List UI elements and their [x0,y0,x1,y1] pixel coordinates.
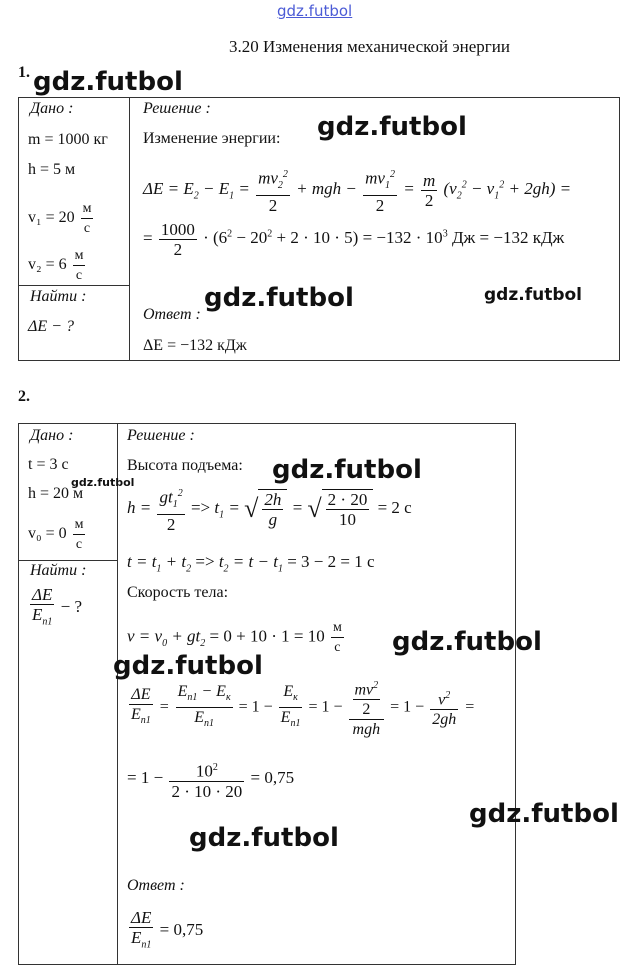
problem1-given-h: h = 5 м [28,161,76,178]
watermark: gdz.futbol [204,283,354,313]
problem2-unit-v0: $\frac{м}{с}$ [74,517,84,552]
problem1-find-label: Найти : [30,288,87,305]
problem1-given-label: Дано : [30,100,74,117]
problem2-given-t: t = 3 с [28,456,69,473]
problem1-solution-label: Решение : [143,100,211,117]
watermark-top: gdz.futbol [277,2,353,20]
problem2-equation-line3: $v = v_0 + gt_2 = 0 + 10 \cdot 1 = 10$ $\frac{м}{с}$ [127,620,342,655]
problem1-given-v2: v₂ = 6 $\frac{м}{с}$ [28,248,84,283]
problem2-answer: $\frac{\Delta E}{E_{п1}}$ = 0,75 [127,908,203,954]
problem2-find: $\frac{\Delta E}{E_{п1}}$ − ? [28,585,82,631]
problem2-find-label: Найти : [30,562,87,579]
problem1-given-separator [18,285,130,286]
problem2-given-h: h = 20 м [28,485,84,502]
watermark: gdz.futbol [317,112,467,142]
watermark: gdz.futbol [272,455,422,485]
watermark: gdz.futbol [392,627,542,657]
problem2-divider [117,423,118,964]
watermark: gdz.futbol [189,823,339,853]
problem2-solution-label: Решение : [127,427,195,444]
problem1-equation-line1: $\Delta E = E_2 - E_1$ = $\frac{mv_2^2}{2}$ + mgh − $\frac{mv_1^2}{2}$ = $\frac{m}{2}$ $(v_2^2 - v_1^2 + 2gh)$ = [143,168,572,216]
watermark: gdz.futbol [71,476,135,489]
problem1-step-text: Изменение энергии: [143,130,281,147]
problem1-find: ΔE − ? [28,318,74,335]
problem2-answer-label: Ответ : [127,877,185,894]
problem2-number: 2. [18,388,30,405]
problem1-answer-label: Ответ : [143,306,201,323]
problem1-divider [129,97,130,360]
problem1-unit-v1: $\frac{м}{с}$ [82,201,92,236]
problem1-given-v1: v₁ = 20 $\frac{м}{с}$ [28,201,92,236]
watermark: gdz.futbol [469,799,619,829]
problem2-step2-text: Скорость тела: [127,584,229,601]
watermark: gdz.futbol [33,67,183,97]
problem1-unit-v2: $\frac{м}{с}$ [74,248,84,283]
problem2-equation-line1: h = $\frac{gt_1^2}{2}$ => $t_1$ = √ $\frac{2h}{g}$ = √ $\frac{2 \cdot 20}{10}$ = 2 с [127,487,412,535]
problem2-equation-line2: $t = t_1 + t_2 => t_2 = t - t_1 = 3 - 2 = 1$ с [127,552,375,575]
problem1-answer: ΔE = −132 кДж [143,337,247,354]
problem2-given-label: Дано : [30,427,74,444]
problem2-given-v0: v₀ = 0 $\frac{м}{с}$ [28,517,84,552]
problem2-equation-line4: $\frac{\Delta E}{E_{п1}}$ = $\frac{E_{п1} - E_к}{E_{п1}}$ = 1 − $\frac{E_к}{E_{п1}}$ = 1 − $\frac{\frac{mv^2}{2}}{\text{mgh}}$ = 1 − $\frac{v^2}{2gh}$ = [131,680,475,739]
problem2-step1-text: Высота подъема: [127,457,243,474]
watermark: gdz.futbol [484,285,582,305]
watermark: gdz.futbol [113,651,263,681]
problem1-equation-line2: = $\frac{1000}{2}$ · $(6^2 - 20^2 + 2 \cdot 10 \cdot 5) = -132 \cdot 10^3$ Дж = −132 кДж [143,220,565,259]
section-title: 3.20 Изменения механической энергии [229,37,510,56]
problem1-given-m: m = 1000 кг [28,131,108,148]
problem2-equation-line5: = 1 − $\frac{10^2}{2 \cdot 10 \cdot 20}$ = 0,75 [127,761,295,801]
problem2-given-separator [18,560,118,561]
problem1-number: 1. [18,64,30,81]
